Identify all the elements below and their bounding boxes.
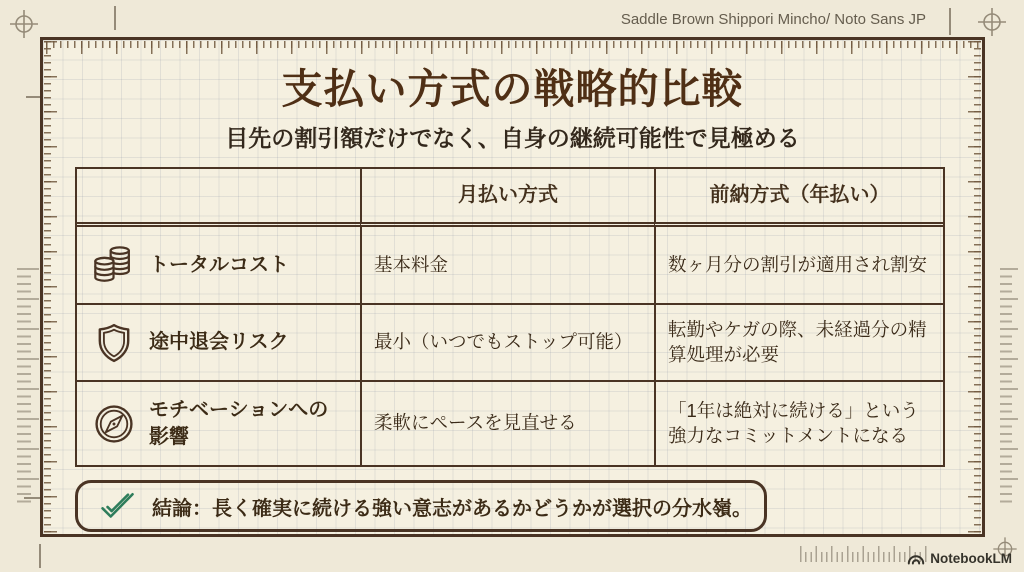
table-header-monthly: 月払い方式 [360,169,654,227]
shield-icon [91,321,137,365]
table-header-annual: 前納方式（年払い） [654,169,943,227]
ruler-ticks-outer-right [1000,268,1020,508]
cell-motivation-annual: 「1年は絶対に続ける」という強力なコミットメントになる [654,380,943,465]
row-label: 途中退会リスク [149,331,289,354]
compass-icon [91,402,137,446]
ruler-ticks-top [46,41,979,54]
cell-total-cost-monthly: 基本料金 [360,227,654,303]
ruler-ticks-outer-left [17,268,41,508]
registration-tick [39,544,41,568]
notebooklm-badge [907,551,1012,566]
conclusion-callout [75,480,767,532]
cell-withdrawal-monthly: 最小（いつでもストップ可能） [360,303,654,380]
registration-tick [114,6,116,30]
table-row-label-motivation [77,380,360,465]
page-subtitle: 目先の割引額だけでなく、自身の継続可能性で見極める [225,125,800,151]
cell-withdrawal-annual: 転勤やケガの際、未経過分の精算処理が必要 [654,303,943,380]
crosshair-icon [6,6,42,42]
table-header-empty [77,169,360,227]
notebooklm-logo-icon [907,552,925,565]
notebooklm-label: NotebookLM [930,551,1012,566]
table-row-label-withdrawal-risk [77,303,360,380]
registration-tick [949,8,951,35]
cell-total-cost-annual: 数ヶ月分の割引が適用され割安 [654,227,943,303]
table-row-label-total-cost [77,227,360,303]
crosshair-icon [974,4,1010,40]
coins-icon [91,242,137,288]
comparison-table [75,167,945,467]
double-check-icon [98,491,138,522]
page-title: 支払い方式の戦略的比較 [281,66,744,112]
row-label: トータルコスト [149,253,289,276]
cell-motivation-monthly: 柔軟にペースを見直せる [360,380,654,465]
conclusion-text: 結論：長く確実に続ける強い意志があるかどうかが選択の分水嶺。 [152,497,752,520]
row-label: モチベーションへの影響 [149,399,329,448]
font-note: Saddle Brown Shippori Mincho/ Noto Sans JP [620,11,926,28]
